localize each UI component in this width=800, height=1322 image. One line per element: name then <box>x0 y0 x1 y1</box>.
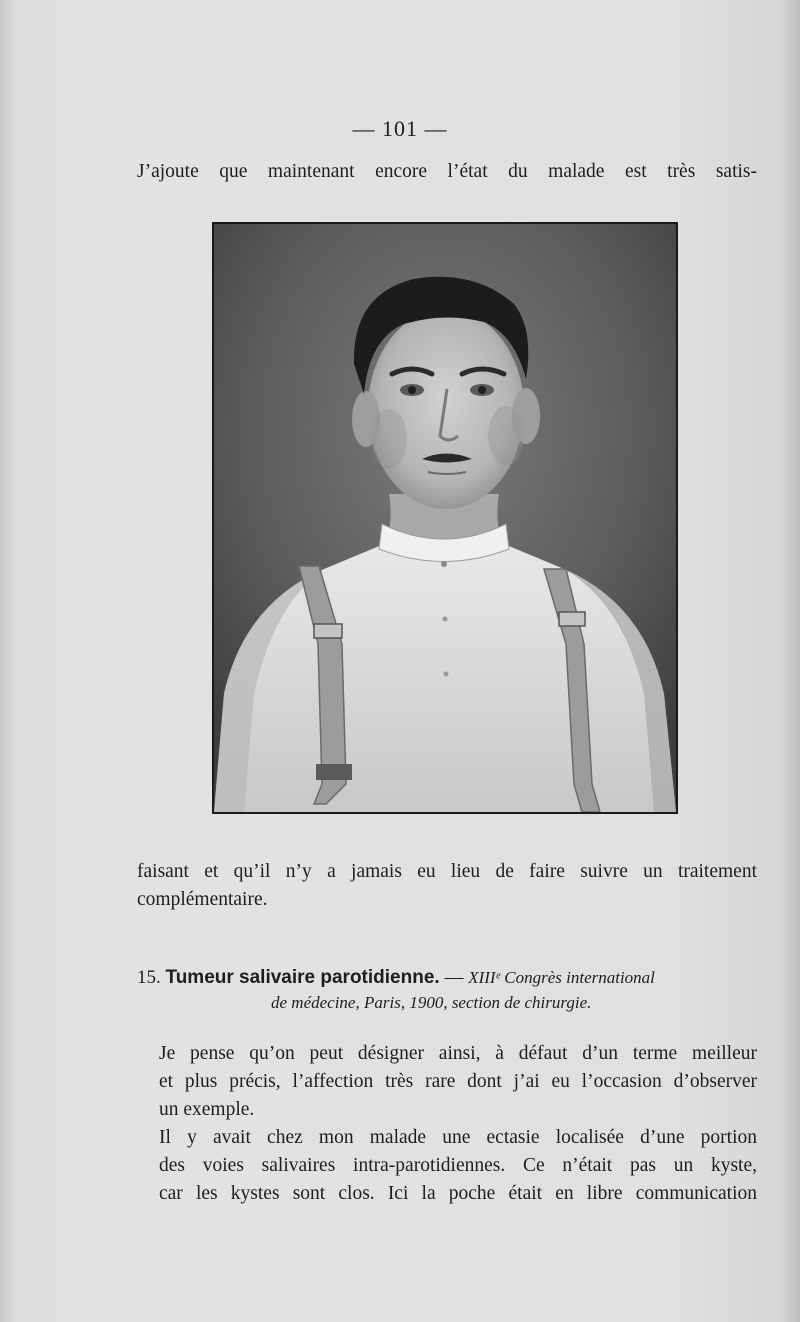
section-reference-line-1: XIIIᵉ Congrès international <box>468 968 655 987</box>
page-number: — 101 — <box>352 116 448 141</box>
paragraph <box>137 1040 757 1124</box>
text-line: des voies salivaires intra-parotidiennes. Ce n’était pas un kyste, <box>159 1155 757 1176</box>
section-reference-line-2: de médecine, Paris, 1900, section de chirurgie. <box>271 993 592 1012</box>
text-line: faisant et qu’il n’y a jamais eu lieu de faire suivre un traitement <box>137 861 757 882</box>
section-heading <box>137 965 757 1015</box>
text-line: un exemple. <box>159 1099 255 1120</box>
continued-paragraph-line: J’ajoute que maintenant encore l’état du malade est très satis- <box>137 161 757 182</box>
portrait-photo-icon <box>214 224 676 812</box>
paragraph-continuation <box>137 858 757 914</box>
portrait-photo <box>212 222 678 814</box>
text-line: Il y avait chez mon malade une ectasie localisée d’une portion <box>159 1127 757 1148</box>
section-title: Tumeur salivaire parotidienne. <box>165 967 440 988</box>
section-dash: — <box>439 967 469 988</box>
text-line: et plus précis, l’affection très rare dont j’ai eu l’occasion d’observer <box>159 1071 757 1092</box>
paragraph <box>137 1124 757 1208</box>
section-number: 15. <box>137 967 161 988</box>
text-line: complémentaire. <box>137 889 268 910</box>
text-line: car les kystes sont clos. Ici la poche était en libre communication <box>159 1183 757 1204</box>
text-line: Je pense qu’on peut désigner ainsi, à défaut d’un terme meilleur <box>159 1043 757 1064</box>
